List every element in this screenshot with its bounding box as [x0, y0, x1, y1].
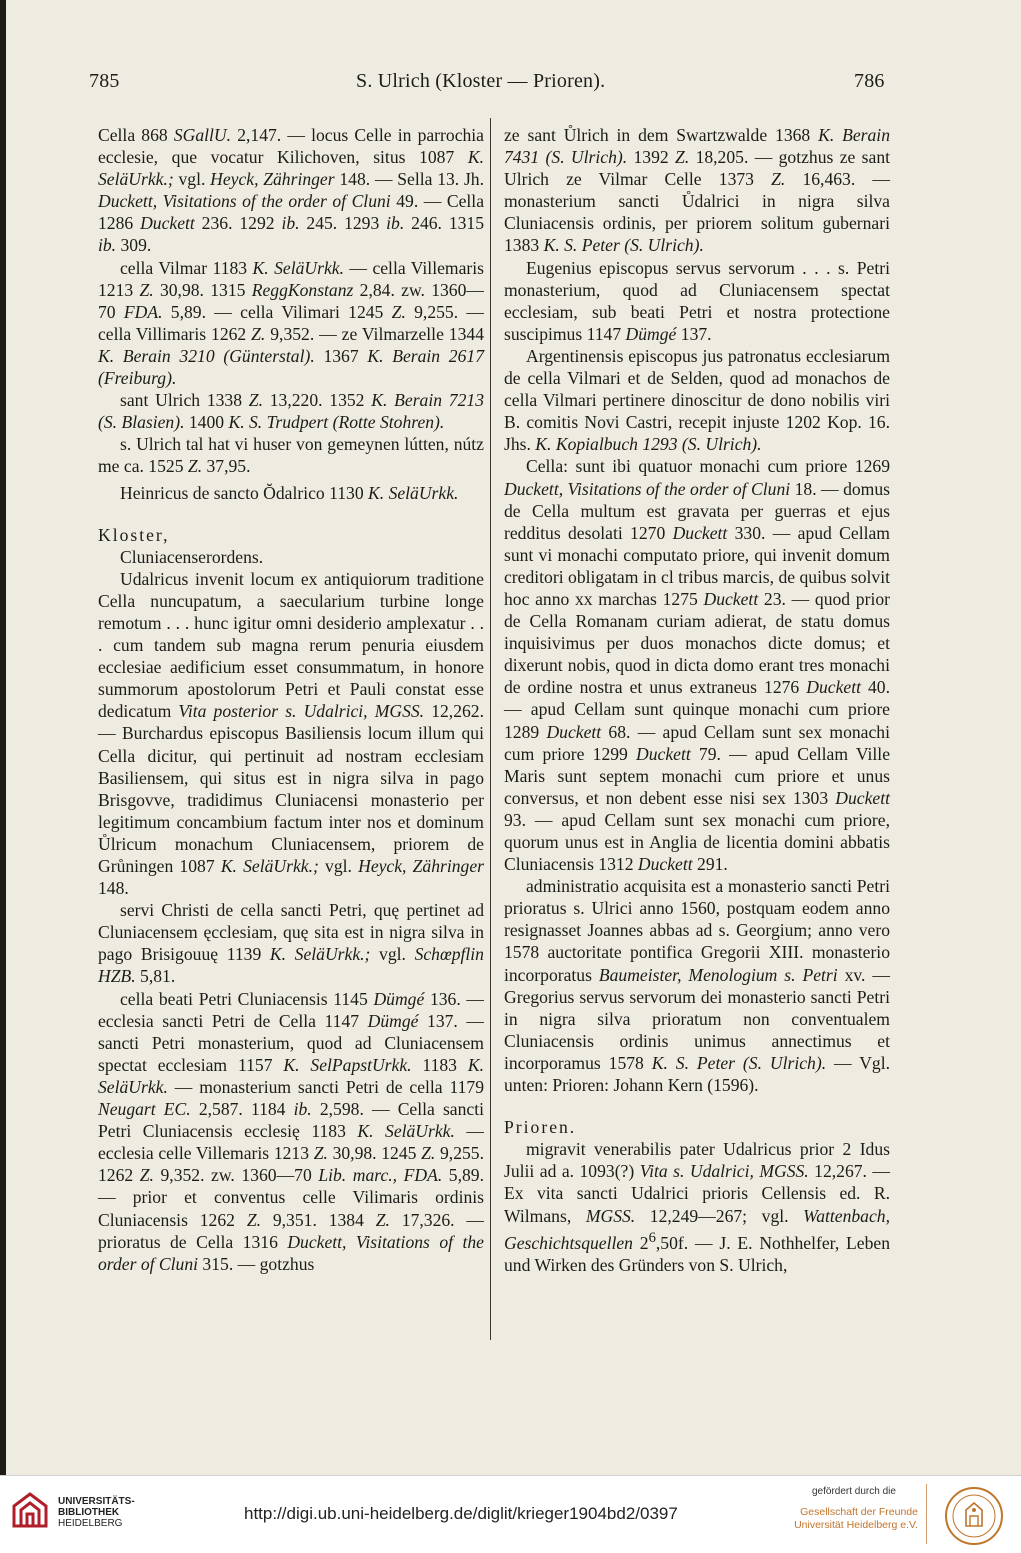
page-number-right: 786: [854, 70, 885, 92]
library-logo-icon[interactable]: [10, 1490, 50, 1530]
entry-paragraph: Cella: sunt ibi quatuor monachi cum priore 1269 Duckett, Visitations of the order of Cluni 18. — domus de Cella multum est gravata per guerras et ejus redditus desolati 1270 Duckett 330. — apud Cellam sunt vi monachi computato priore, qui invenit domum creditori obligatam in cl tribus marcis, de quibus solvit hoc anno xx marchas 1275 Duckett 23. — quod prior de Cella Romanam curiam adierat, de statu domus inquisivimus per duos monachos dicte domus; et dixerunt nobis, quod in dicta domo erant tres monachi de ordine nostra et unus extraneus 1276 Duckett 40. — apud Cellam sunt quinque monachi cum priore 1289 Duckett 68. — apud Cellam sunt sex monachi cum priore 1299 Duckett 79. — apud Cellam Ville Maris sunt septem monachi cum priore et unus conversus, et non debent esse nisi sex 1303 Duckett 93. — apud Cellam sunt sex monachi cum priore, quorum unus est in Anglia de licentia domini abbatis Cluniacensis 1312 Duckett 291.: [504, 456, 891, 875]
entry-paragraph: Udalricus invenit locum ex antiquiorum traditione Cella nuncupatum, a saecularium turbine longe remotum . . . hunc igitur omni desiderio amplexatur . . . cum tandem sub magna rerum penuria eiusdem ecclesiae aedificium esset consummatum, in honore summorum apostolorum Petri et Pauli constat esse dedicatum Vita posterior s. Udalrici, MGSS. 12,262. — Burchardus episcopus Basiliensis locum illum qui Cella dicitur, qui pertinuit ad nostram ecclesiam Basiliensem, qui situs est in nigra silva in pago Brisgovve, tradidimus Cluniacensi monasterio per legitimum concambium factum inter nos et dominum Ůlricum monachum Cluniacensem, priorem de Grůningen 1087 K. SeläUrkk.; vgl. Heyck, Zähringer 148.: [98, 568, 484, 899]
page-number-left: 785: [89, 70, 120, 92]
entry-paragraph: migravit venerabilis pater Udalricus prior 2 Idus Julii ad a. 1093(?) Vita s. Udalrici, MGSS. 12,267. — Ex vita sancti Udalrici prioris Cellensis ed. R. Wilmans, MGSS. 12,249—267; vgl. Wattenbach, Geschichtsquellen $2^6,50f$. — J. E. Nothhelfer, Leben und Wirken des Gründers von S. Ulrich,: [504, 1139, 890, 1275]
section-heading: Prioren.: [504, 1117, 577, 1138]
section-heading: Kloster,: [98, 524, 170, 545]
entry-paragraph: s. Ulrich tal hat vi huser von gemeynen lútten, nútz me ca. 1525 Z. 37,95.: [98, 434, 484, 477]
left-column: [98, 124, 484, 1275]
sponsor-divider: [926, 1484, 927, 1544]
entry-paragraph: cella beati Petri Cluniacensis 1145 Dümgé 136. — ecclesia sancti Petri de Cella 1147 Dümgé 137. — sancti Petri monasterium, quod ad Cluniacensem spectat ecclesiam 1157 K. SelPapstUrkk. 1183 K. SeläUrkk. — monasterium sancti Petri de cella 1179 Neugart EC. 2,587. 1184 ib. 2,598. — Cella sancti Petri Cluniacensis ecclesię 1183 K. SeläUrkk. — ecclesia celle Villemaris 1213 Z. 30,98. 1245 Z. 9,255. 1262 Z. 9,352. zw. 1360—70 Lib. marc., FDA. 5,89. — prior et conventus celle Vilimaris ordinis Cluniacensis 1262 Z. 9,351. 1384 Z. 17,326. — prioratus de Cella 1316 Duckett, Visitations of the order of Cluni 315. — gotzhus: [98, 988, 485, 1274]
entry-paragraph: ze sant Ůlrich in dem Swartzwalde 1368 K. Berain 7431 (S. Ulrich). 1392 Z. 18,205. — gotzhus ze sant Ulrich ze Vilmar Celle 1373 Z. 16,463. — monasterium sancti Ůdalrici in nigra silva Cluniacensis ordinis, per priorem solitum gubernari 1383 K. S. Peter (S. Ulrich).: [504, 125, 891, 256]
library-name-line: UNIVERSITÄTS-: [58, 1496, 135, 1507]
entry-paragraph: Argentinensis episcopus jus patronatus ecclesiarum de cella Vilmari et de Selden, quod ad monachos de cella Vilmari pertinere dinoscitur de dono nobilis viri B. comitis Novi Castri, recepit injuste 1202 Kop. 16. Jhs. K. Kopialbuch 1293 (S. Ulrich).: [504, 345, 890, 455]
permalink-url[interactable]: http://digi.ub.uni-heidelberg.de/diglit/krieger1904bd2/0397: [244, 1504, 678, 1523]
entry-paragraph: cella Vilmar 1183 K. SeläUrkk. — cella Villemaris 1213 Z. 30,98. 1315 ReggKonstanz 2,84. zw. 1360—70 FDA. 5,89. — cella Vilimari 1245 Z. 9,255. — cella Villimaris 1262 Z. 9,352. — ze Vilmarzelle 1344 K. Berain 3210 (Günterstal). 1367 K. Berain 2617 (Freiburg).: [98, 257, 484, 389]
sponsor-name-line: Universität Heidelberg e.V.: [794, 1519, 918, 1531]
entry-paragraph: administratio acquisita est a monasterio sancti Petri prioratus s. Ulrici anno 1560, postquam eodem anno resignasset Joannes abbas ad s. Georgium; anno vero 1578 auctoritate pontifica Gregorii XIII. monasterio incorporatus Baumeister, Menologium s. Petri xv. — Gregorius servus servorum dei monasterio sancti Petri in nigra silva prioratum non conventualem Cluniacensis ordinis unimus annectimus et incorporamus 1578 K. S. Peter (S. Ulrich). — Vgl. unten: Prioren: Johann Kern (1596).: [504, 876, 890, 1096]
section-subheading: Cluniacenserordens.: [120, 546, 264, 567]
sponsor-note: gefördert durch die: [812, 1486, 896, 1497]
entry-paragraph: sant Ulrich 1338 Z. 13,220. 1352 K. Berain 7213 (S. Blasien). 1400 K. S. Trudpert (Rotte Stohren).: [98, 390, 484, 433]
entry-paragraph: Eugenius episcopus servus servorum . . . s. Petri monasterium, quod ad Cluniacensem spectat ecclesiam, sub beati Petri et nostra protectione suscipimus 1147 Dümgé 137.: [504, 257, 890, 344]
library-name-line: HEIDELBERG: [58, 1518, 123, 1529]
library-name: [58, 1496, 135, 1529]
sponsor-name[interactable]: [790, 1506, 918, 1532]
library-name-line: BIBLIOTHEK: [58, 1507, 120, 1518]
entry-paragraph: servi Christi de cella sancti Petri, quę pertinet ad Cluniacensem ęcclesiam, quę sita est in nigra silva in pago Brisigouuę 1139 K. SeläUrkk.; vgl. Schœpflin HZB. 5,81.: [98, 900, 484, 987]
entry-paragraph: Cella 868 SGallU. 2,147. — locus Celle in parrochia ecclesie, que vocatur Kilichoven, situs 1087 K. SeläUrkk.; vgl. Heyck, Zähringer 148. — Sella 13. Jh. Duckett, Visitations of the order of Cluni 49. — Cella 1286 Duckett 236. 1292 ib. 245. 1293 ib. 246. 1315 ib. 309.: [98, 125, 485, 256]
university-seal-icon: [944, 1486, 1004, 1546]
column-divider: [490, 118, 491, 1340]
running-head: S. Ulrich (Kloster — Prioren).: [356, 70, 606, 92]
sponsor-name-line: Gesellschaft der Freunde: [800, 1506, 918, 1518]
right-column: [504, 124, 890, 1276]
footer-bar: [0, 1475, 1021, 1553]
entry-paragraph: Heinricus de sancto Ŏdalrico 1130 K. SeläUrkk.: [120, 482, 459, 503]
